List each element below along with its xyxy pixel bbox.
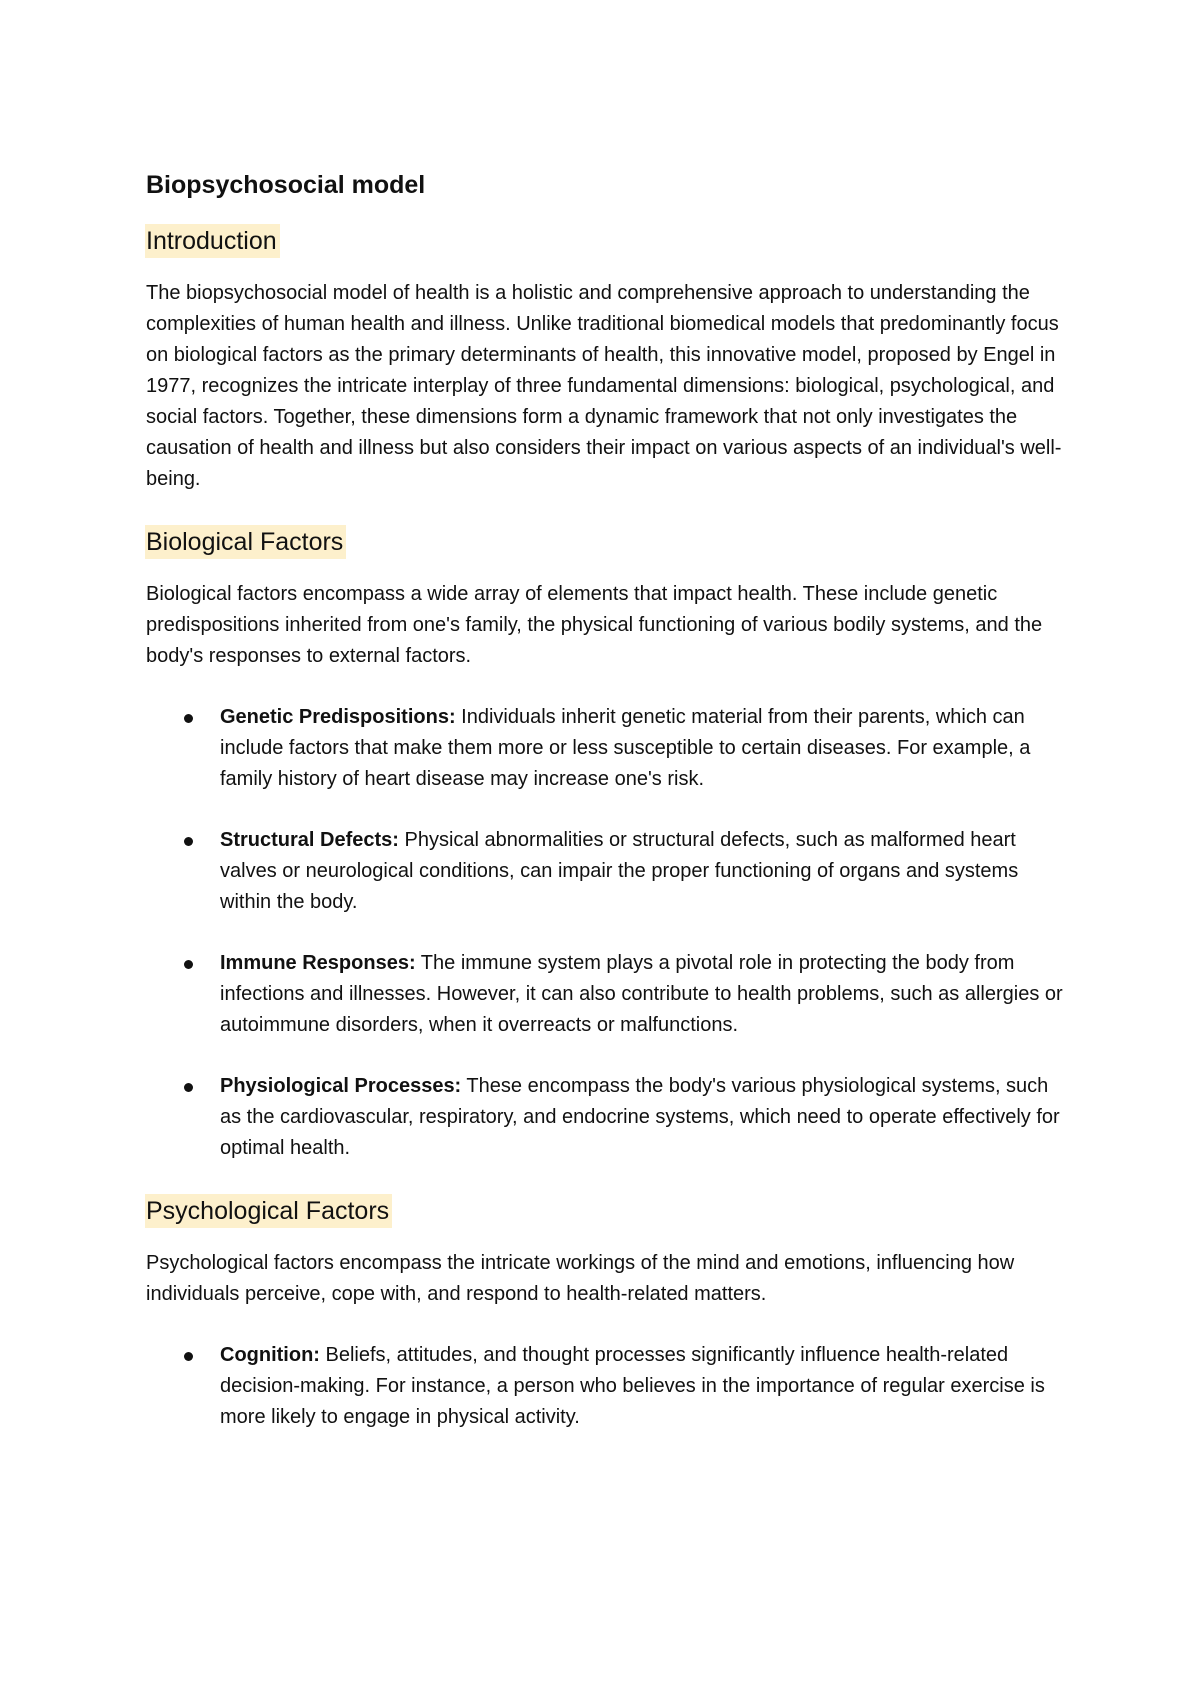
section-introduction [146,224,1071,495]
psychological-bullet-list [146,1340,1071,1433]
biological-bullet-list [146,702,1071,1164]
intro-paragraph: The biopsychosocial model of health is a holistic and comprehensive approach to understanding the complexities of human health and illness. Unlike traditional biomedical models that predominantly focus on biological factors as the primary determinants of health, this innovative model, proposed by Engel in 1977, recognizes the intricate interplay of three fundamental dimensions: biological, psychological, and social factors. Together, these dimensions form a dynamic framework that not only investigates the causation of health and illness but also considers their impact on various aspects of an individual's well-being. [146,282,1062,490]
bullet-icon [184,1352,193,1361]
bullet-text: Physical abnormalities or structural defects, such as malformed heart valves or neurological conditions, can impair the proper functioning of organs and systems within the body. [220,829,1019,913]
bullet-term: Genetic Predispositions: [220,706,456,728]
bullet-text: Beliefs, attitudes, and thought processes significantly influence health-related decision-making. For instance, a person who believes in the importance of regular exercise is more likely to engage in physical activity. [220,1344,1045,1428]
list-item [146,948,1071,1041]
bullet-icon [184,960,193,969]
bullet-term: Physiological Processes: [220,1075,462,1097]
section-psychological-factors [146,1194,1071,1433]
document-title: Biopsychosocial model [146,171,426,199]
bullet-icon [184,714,193,723]
section-heading-biological-factors: Biological Factors [145,525,346,559]
list-item [146,1340,1071,1433]
bullet-text: These encompass the body's various physiological systems, such as the cardiovascular, respiratory, and endocrine systems, which need to operate effectively for optimal health. [220,1075,1060,1159]
bullet-icon [184,837,193,846]
section-biological-factors [146,525,1071,1164]
bullet-term: Cognition: [220,1344,320,1366]
section-heading-introduction: Introduction [145,224,280,258]
list-item [146,1071,1071,1164]
bullet-text: Individuals inherit genetic material from their parents, which can include factors that make them more or less susceptible to certain diseases. For example, a family history of heart disease may increase one's risk. [220,706,1031,790]
psychological-paragraph: Psychological factors encompass the intricate workings of the mind and emotions, influencing how individuals perceive, cope with, and respond to health-related matters. [146,1252,1015,1305]
bullet-term: Immune Responses: [220,952,416,974]
bullet-icon [184,1083,193,1092]
bullet-term: Structural Defects: [220,829,399,851]
biological-paragraph: Biological factors encompass a wide array of elements that impact health. These include genetic predispositions inherited from one's family, the physical functioning of various bodily systems, and the body's responses to external factors. [146,583,1043,667]
list-item [146,825,1071,918]
document-page [146,168,1071,1463]
bullet-text: The immune system plays a pivotal role in protecting the body from infections and illnesses. However, it can also contribute to health problems, such as allergies or autoimmune disorders, when it overreacts or malfunctions. [220,952,1063,1036]
section-heading-psychological-factors: Psychological Factors [145,1194,392,1228]
list-item [146,702,1071,795]
